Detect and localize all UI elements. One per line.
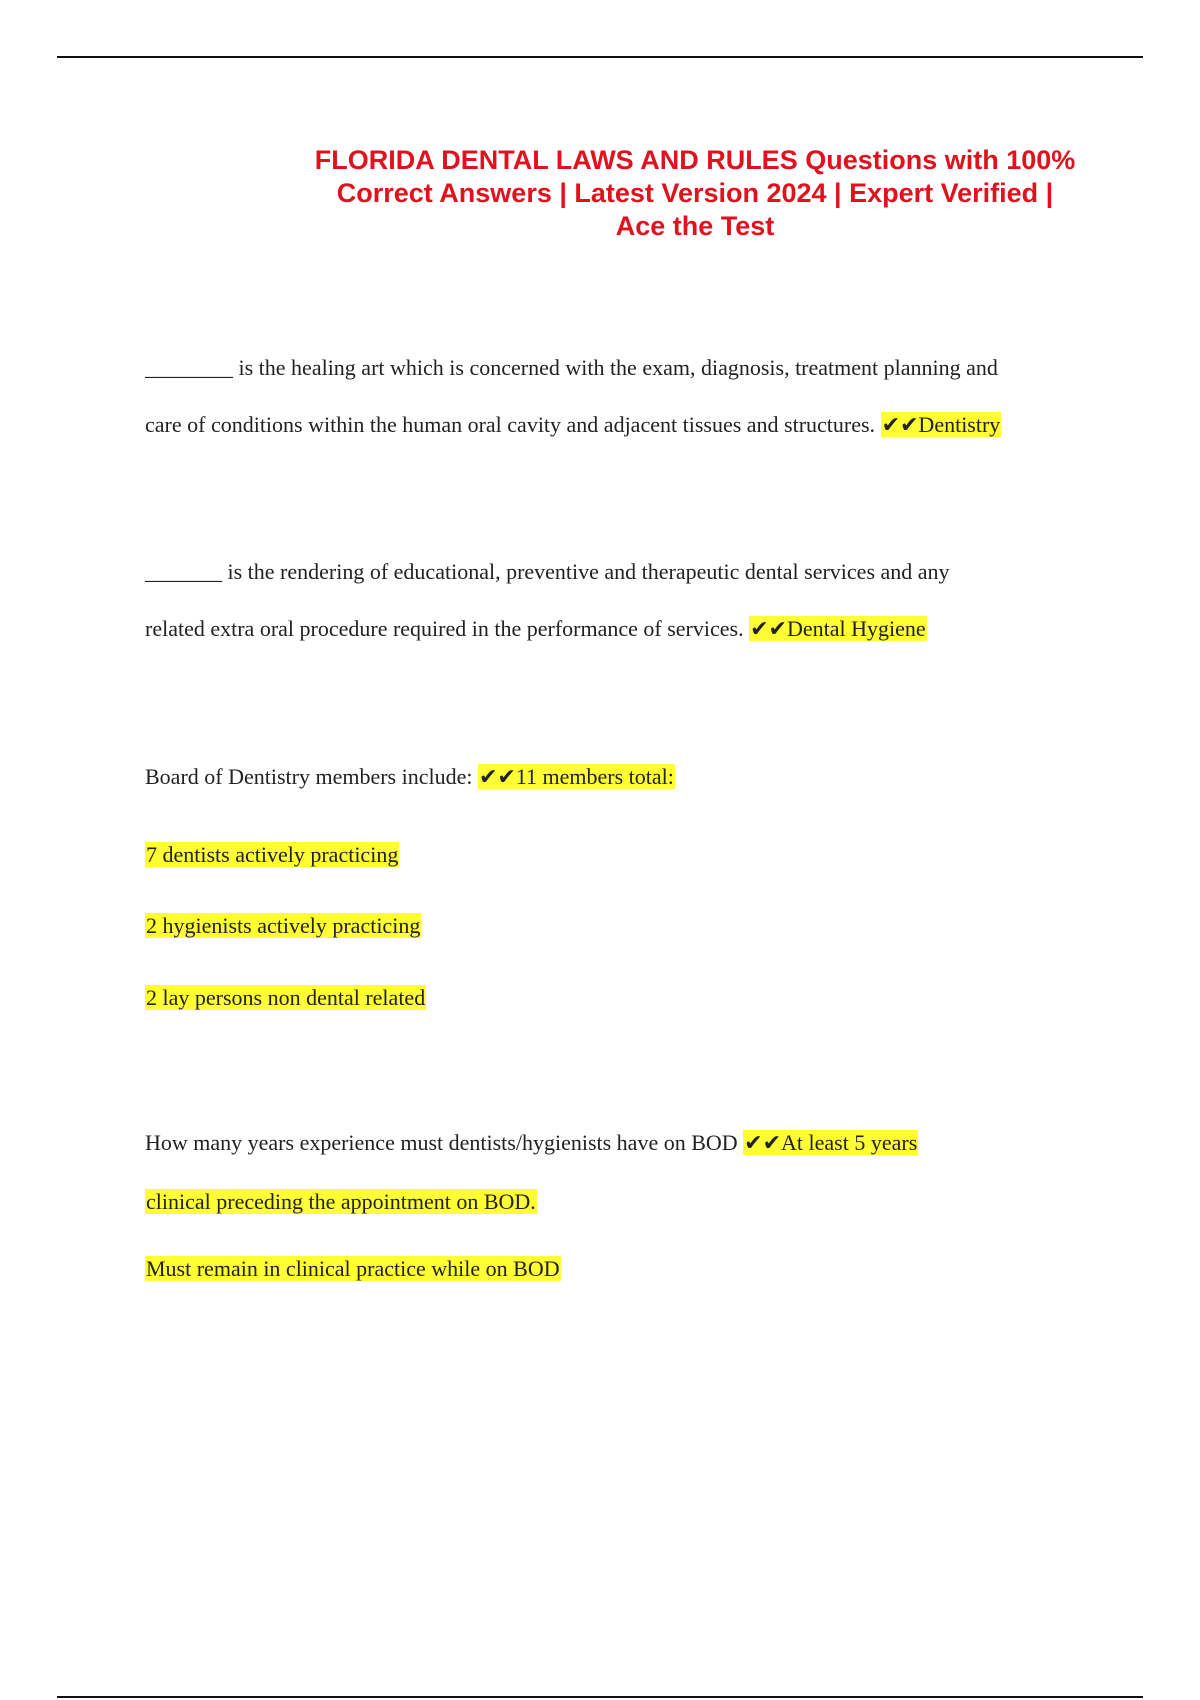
question-2-line-2 (145, 614, 927, 644)
answer-3-detail-2: 2 hygienists actively practicing (146, 913, 421, 938)
question-2-text: related extra oral procedure required in the performance of services. (145, 616, 750, 641)
answer-3-line-2 (145, 911, 421, 941)
question-2-line-1: _______ is the rendering of educational, preventive and therapeutic dental services and any (145, 559, 950, 584)
question-4-text: How many years experience must dentists/hygienists have on BOD (145, 1130, 744, 1155)
answer-4-line-2 (145, 1254, 561, 1284)
answer-3-detail-3: 2 lay persons non dental related (146, 985, 426, 1010)
answer-4-line-1 (145, 1187, 537, 1217)
answer-1-highlight: ✔✔Dentistry (881, 412, 1001, 437)
question-1-text: care of conditions within the human oral cavity and adjacent tissues and structures. (145, 412, 881, 437)
document-title: FLORIDA DENTAL LAWS AND RULES Questions with 100% Correct Answers | Latest Version 2024 | Expert Verified | Ace the Test (314, 145, 1076, 241)
answer-3-line-3 (145, 983, 426, 1013)
answer-3-line-1 (145, 840, 399, 870)
top-rule (57, 56, 1143, 58)
answer-4-detail-1: clinical preceding the appointment on BOD. (146, 1189, 536, 1214)
answer-3-highlight: ✔✔11 members total: (478, 764, 674, 789)
answer-4-highlight: ✔✔At least 5 years (744, 1130, 918, 1155)
question-3-line (145, 762, 675, 792)
question-4-line (145, 1128, 918, 1158)
question-1-line-1: ________ is the healing art which is concerned with the exam, diagnosis, treatment planning and (145, 355, 998, 380)
question-3-text: Board of Dentistry members include: (145, 764, 478, 789)
question-1-line-2 (145, 410, 1001, 440)
answer-2-highlight: ✔✔Dental Hygiene (750, 616, 926, 641)
answer-4-detail-2: Must remain in clinical practice while on BOD (146, 1256, 560, 1281)
answer-3-detail-1: 7 dentists actively practicing (146, 842, 399, 867)
bottom-rule (57, 1696, 1143, 1698)
